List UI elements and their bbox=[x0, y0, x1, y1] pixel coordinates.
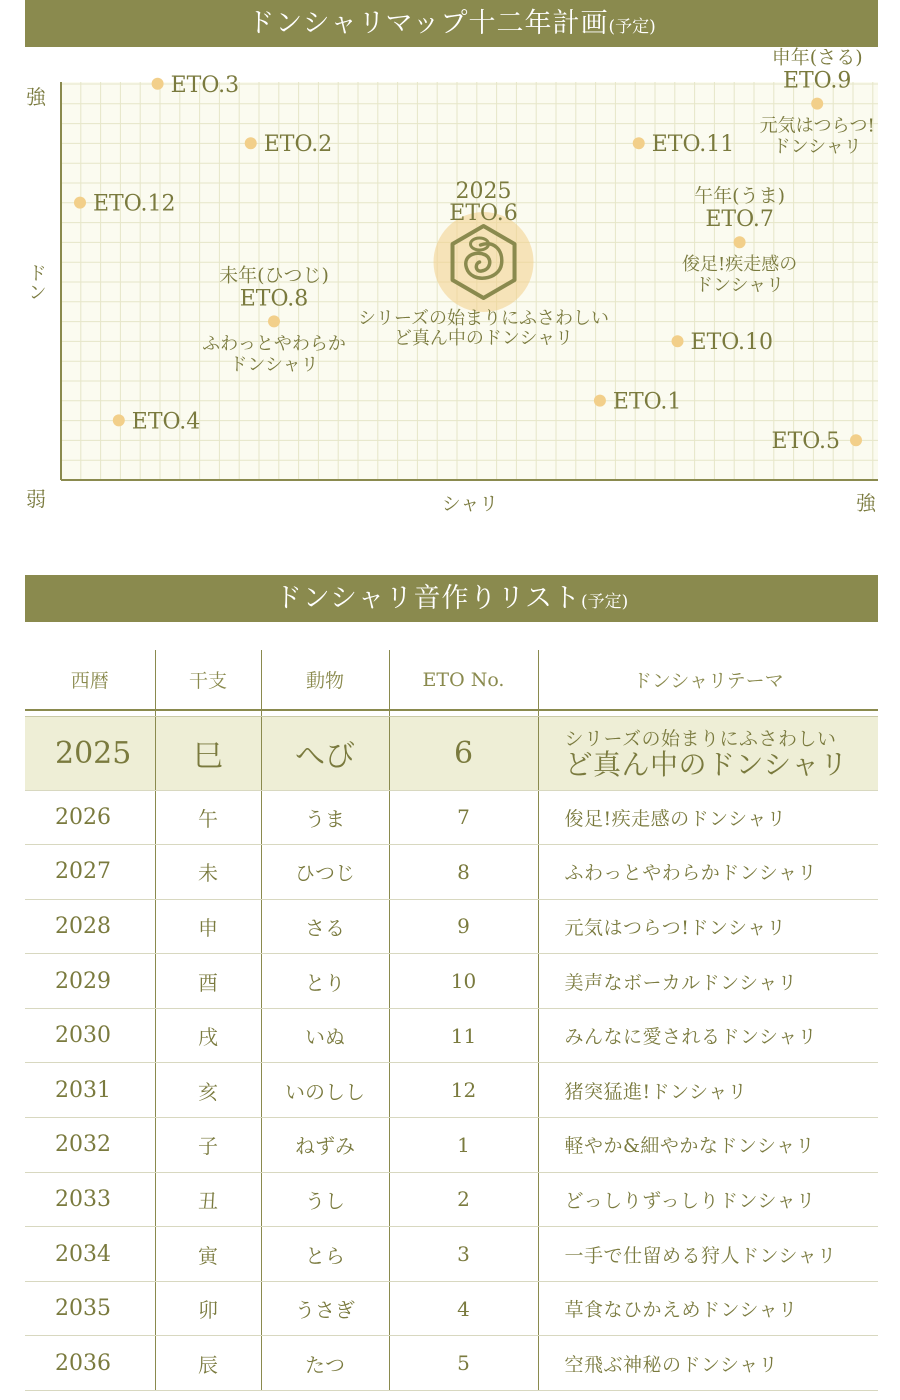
cell-animal: とら bbox=[261, 1227, 389, 1282]
cell-eto-no: 3 bbox=[389, 1227, 538, 1282]
point-label-eto-5: ETO.5 bbox=[771, 429, 840, 455]
point-theme-line1: ふわっとやわらか bbox=[202, 333, 346, 355]
cell-animal: うま bbox=[261, 790, 389, 845]
point-label-eto-12: ETO.12 bbox=[93, 191, 176, 217]
point-label-eto-6: ETO.6 bbox=[449, 201, 518, 226]
cell-theme: 空飛ぶ神秘のドンシャリ bbox=[538, 1336, 878, 1391]
list-title-sub: (予定) bbox=[580, 592, 629, 612]
cell-eto-no: 6 bbox=[389, 716, 538, 790]
table-row bbox=[25, 790, 878, 845]
cell-theme-line1: シリーズの始まりにふさわしい bbox=[564, 728, 837, 751]
cell-animal: うし bbox=[261, 1172, 389, 1227]
table-row bbox=[25, 1336, 878, 1391]
point-theme-line1: 俊足!疾走感の bbox=[681, 254, 798, 276]
point-marker-eto-3 bbox=[152, 78, 164, 90]
cell-animal: いのしし bbox=[261, 1063, 389, 1118]
cell-eto-no: 9 bbox=[389, 899, 538, 954]
cell-theme: 一手で仕留める狩人ドンシャリ bbox=[538, 1227, 878, 1282]
point-label-eto-11: ETO.11 bbox=[651, 132, 735, 158]
point-label-eto-10: ETO.10 bbox=[690, 330, 773, 356]
cell-year: 2025 bbox=[25, 716, 155, 790]
point-theme-line1: シリーズの始まりにふさわしい bbox=[357, 308, 610, 329]
point-marker-eto-11 bbox=[633, 137, 645, 149]
list-title-banner bbox=[25, 575, 878, 622]
cell-animal: いぬ bbox=[261, 1008, 389, 1063]
point-theme-line2: ど真ん中のドンシャリ bbox=[393, 328, 574, 349]
table-row bbox=[25, 899, 878, 954]
cell-eto-no: 4 bbox=[389, 1281, 538, 1336]
table-row bbox=[25, 1008, 878, 1063]
map-title-banner bbox=[25, 0, 878, 47]
cell-eto: 酉 bbox=[155, 954, 261, 1009]
cell-eto-no: 1 bbox=[389, 1118, 538, 1173]
cell-theme: ふわっとやわらかドンシャリ bbox=[538, 845, 878, 900]
table-row bbox=[25, 1063, 878, 1118]
cell-year: 2029 bbox=[25, 954, 155, 1009]
point-label-eto-4: ETO.4 bbox=[131, 409, 201, 435]
cell-year: 2026 bbox=[25, 790, 155, 845]
cell-theme: 元気はつらつ!ドンシャリ bbox=[538, 899, 878, 954]
cell-eto: 申 bbox=[155, 899, 261, 954]
cell-theme bbox=[538, 716, 878, 790]
point-animal-label: 午年(うま) bbox=[694, 185, 786, 208]
table-row-highlight bbox=[25, 716, 878, 790]
point-theme-line2: ドンシャリ bbox=[772, 136, 862, 158]
table-row bbox=[25, 1281, 878, 1336]
cell-year: 2032 bbox=[25, 1118, 155, 1173]
point-marker-eto-4 bbox=[113, 414, 125, 426]
cell-year: 2036 bbox=[25, 1336, 155, 1391]
cell-eto: 卯 bbox=[155, 1281, 261, 1336]
cell-eto: 未 bbox=[155, 845, 261, 900]
header-eto-no: ETO No. bbox=[389, 650, 538, 710]
point-theme-line2: ドンシャリ bbox=[694, 275, 785, 297]
cell-eto-no: 12 bbox=[389, 1063, 538, 1118]
point-marker-eto-2 bbox=[245, 137, 257, 149]
cell-year: 2030 bbox=[25, 1008, 155, 1063]
cell-eto: 辰 bbox=[155, 1336, 261, 1391]
cell-year: 2033 bbox=[25, 1172, 155, 1227]
point-label-eto-8: ETO.8 bbox=[239, 286, 309, 312]
cell-year: 2034 bbox=[25, 1227, 155, 1282]
cell-year: 2035 bbox=[25, 1281, 155, 1336]
y-axis-label: ドン bbox=[25, 263, 47, 301]
point-marker-eto-9 bbox=[811, 98, 823, 110]
point-marker-eto-7 bbox=[734, 236, 746, 248]
cell-eto: 寅 bbox=[155, 1227, 261, 1282]
cell-animal: ねずみ bbox=[261, 1118, 389, 1173]
point-label-eto-2: ETO.2 bbox=[263, 132, 333, 158]
cell-eto: 午 bbox=[155, 790, 261, 845]
cell-theme: 軽やか&細やかなドンシャリ bbox=[538, 1118, 878, 1173]
table-header-row bbox=[25, 650, 878, 710]
cell-eto-no: 10 bbox=[389, 954, 538, 1009]
cell-animal: うさぎ bbox=[261, 1281, 389, 1336]
map-title-sub: (予定) bbox=[608, 17, 656, 37]
x-axis-label: シャリ bbox=[441, 493, 499, 515]
cell-theme: 美声なボーカルドンシャリ bbox=[538, 954, 878, 1009]
cell-eto: 子 bbox=[155, 1118, 261, 1173]
table-row bbox=[25, 1118, 878, 1173]
table-row bbox=[25, 954, 878, 1009]
point-marker-eto-1 bbox=[594, 395, 606, 407]
header-eto: 干支 bbox=[155, 650, 261, 710]
cell-year: 2027 bbox=[25, 845, 155, 900]
origin-label: 弱 bbox=[26, 487, 46, 511]
cell-theme: 猪突猛進!ドンシャリ bbox=[538, 1063, 878, 1118]
point-label-eto-7: ETO.7 bbox=[705, 207, 774, 233]
cell-eto: 丑 bbox=[155, 1172, 261, 1227]
point-animal-label: 申年(さる) bbox=[771, 46, 863, 69]
table-row bbox=[25, 1172, 878, 1227]
cell-theme: どっしりずっしりドンシャリ bbox=[538, 1172, 878, 1227]
point-marker-eto-12 bbox=[74, 197, 86, 209]
point-marker-eto-5 bbox=[850, 434, 862, 446]
cell-animal: さる bbox=[261, 899, 389, 954]
cell-theme: みんなに愛されるドンシャリ bbox=[538, 1008, 878, 1063]
cell-eto: 亥 bbox=[155, 1063, 261, 1118]
cell-eto-no: 8 bbox=[389, 845, 538, 900]
table-row bbox=[25, 845, 878, 900]
cell-theme-line2: ど真ん中のドンシャリ bbox=[564, 748, 849, 782]
cell-eto: 巳 bbox=[155, 716, 261, 790]
cell-animal: ひつじ bbox=[261, 845, 389, 900]
point-theme-line1: 元気はつらつ! bbox=[759, 115, 875, 137]
point-animal-label: 未年(ひつじ) bbox=[219, 264, 329, 287]
sound-list-table bbox=[25, 650, 878, 1391]
point-marker-eto-10 bbox=[672, 335, 684, 347]
map-title: ドンシャリマップ十二年計画 bbox=[247, 8, 609, 39]
point-label-eto-9: ETO.9 bbox=[782, 68, 852, 94]
cell-eto-no: 7 bbox=[389, 790, 538, 845]
cell-animal: たつ bbox=[261, 1336, 389, 1391]
table-row bbox=[25, 1227, 878, 1282]
cell-year: 2031 bbox=[25, 1063, 155, 1118]
cell-animal: とり bbox=[261, 954, 389, 1009]
point-year-label: 2025 bbox=[455, 179, 512, 204]
x-axis-high-label: 強 bbox=[856, 491, 876, 515]
cell-theme: 草食なひかえめドンシャリ bbox=[538, 1281, 878, 1336]
cell-eto-no: 2 bbox=[389, 1172, 538, 1227]
donshari-map-chart bbox=[0, 46, 900, 530]
point-theme-line2: ドンシャリ bbox=[229, 354, 319, 376]
point-label-eto-3: ETO.3 bbox=[170, 72, 240, 98]
cell-year: 2028 bbox=[25, 899, 155, 954]
header-year: 西暦 bbox=[25, 650, 155, 710]
cell-eto-no: 5 bbox=[389, 1336, 538, 1391]
cell-eto: 戌 bbox=[155, 1008, 261, 1063]
header-animal: 動物 bbox=[261, 650, 389, 710]
cell-eto-no: 11 bbox=[389, 1008, 538, 1063]
list-title: ドンシャリ音作りリスト bbox=[274, 583, 581, 614]
cell-animal: へび bbox=[261, 716, 389, 790]
header-theme: ドンシャリテーマ bbox=[538, 650, 878, 710]
cell-theme: 俊足!疾走感のドンシャリ bbox=[538, 790, 878, 845]
point-label-eto-1: ETO.1 bbox=[612, 389, 682, 415]
point-marker-eto-8 bbox=[268, 315, 280, 327]
y-axis-high-label: 強 bbox=[26, 85, 46, 109]
